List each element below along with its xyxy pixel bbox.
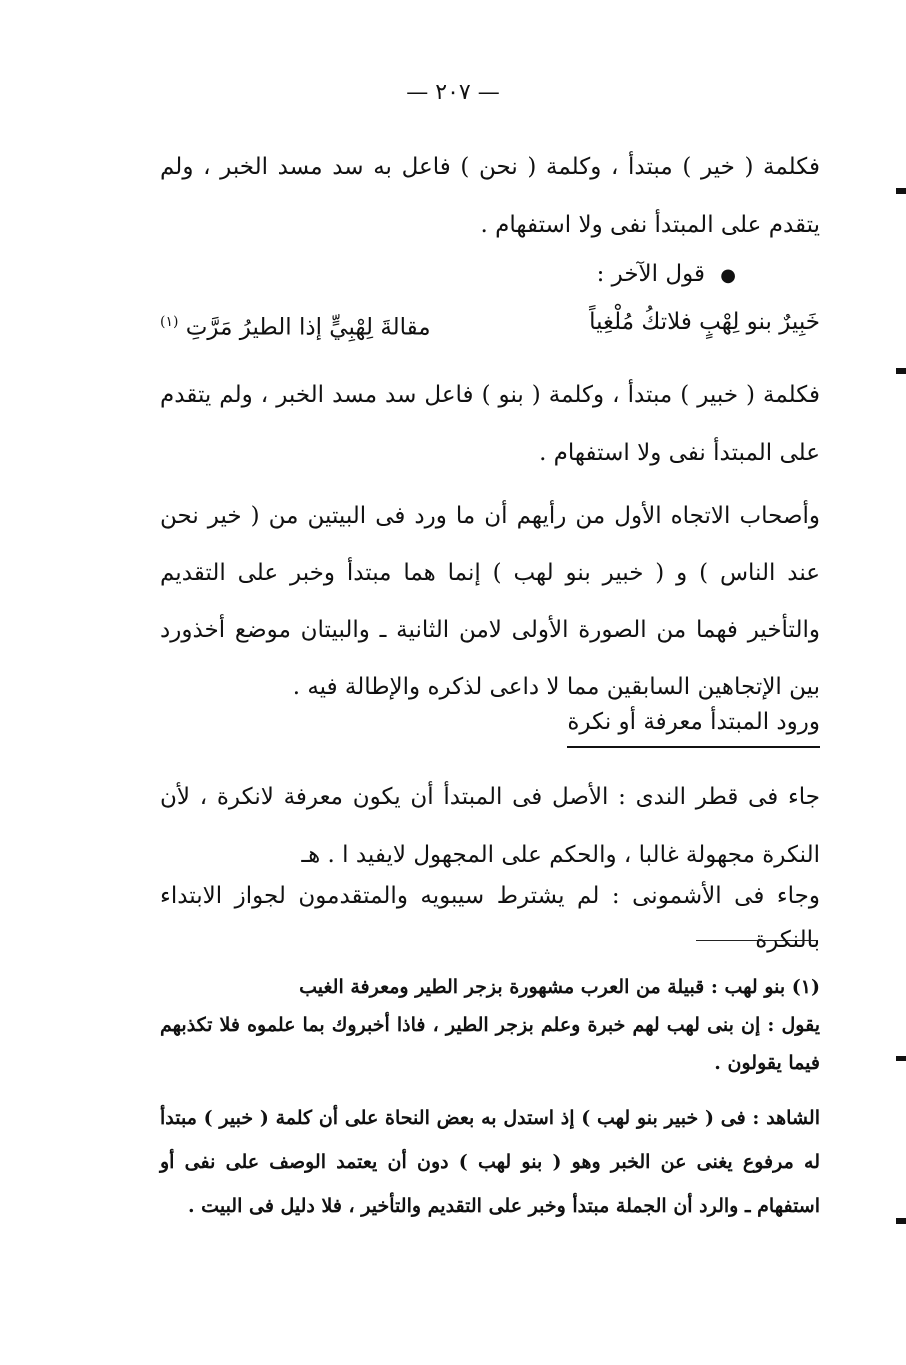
footnote-marker: (١)	[160, 314, 179, 330]
bullet-dot-icon: ●	[720, 265, 736, 286]
paragraph-text: فكلمة ( خير ) مبتدأ ، وكلمة ( نحن ) فاعل به سد مسد الخبر ، ولم يتقدم على المبتدأ نفى ولا استفهام .	[160, 154, 820, 238]
paragraph-text: فكلمة ( خبير ) مبتدأ ، وكلمة ( بنو ) فاعل سد مسد الخبر ، ولم يتقدم على المبتدأ نفى ولا استفهام .	[160, 382, 820, 466]
footnotes	[160, 968, 820, 1228]
paragraph-text: جاء فى قطر الندى : الأصل فى المبتدأ أن يكون معرفة لانكرة ، لأن النكرة مجهولة غالبا ، والحكم على المجهول لايفيد ا . هـ	[160, 784, 820, 868]
footnote-1-explanation: يقول : إن بنى لهب لهم خبرة وعلم بزجر الطير ، فاذا أخبروك بما علموه فلا تكذبهم فيما يقولون .	[160, 1014, 820, 1074]
paragraph-text: وجاء فى الأشمونى : لم يشترط سيبويه والمتقدمون لجواز الابتداء بالنكرة	[160, 883, 820, 953]
scan-edge-mark	[896, 368, 906, 374]
footnote-1: (١) بنو لهب : قبيلة من العرب مشهورة بزجر الطير ومعرفة الغيب	[299, 976, 820, 998]
scan-edge-mark	[896, 1218, 906, 1224]
footnote-evidence: الشاهد : فى ( خبير بنو لهب ) إذ استدل به بعض النحاة على أن كلمة ( خبير ) مبتدأ له مرفوع يغنى عن الخبر وهو ( بنو لهب ) دون أن يعتمد الوصف على نفى أو استفهام ـ والرد أن الجملة مبتدأ وخبر على التقديم والتأخير ، فلا دليل فى البيت .	[160, 1107, 820, 1217]
verse-first-text: خَبِيرٌ بنو لِهْبٍ فلاتكُ مُلْغِياً	[589, 309, 820, 335]
bullet-label: قول الآخر :	[596, 261, 705, 287]
bullet-line	[536, 254, 736, 296]
verse-second-hemistich	[160, 302, 431, 348]
scan-edge-mark	[896, 1056, 906, 1061]
paragraph-first-trend	[160, 488, 820, 716]
verse-first-hemistich	[589, 302, 820, 348]
footnote-separator	[696, 940, 818, 941]
paragraph-khair-nahnu	[160, 138, 820, 254]
paragraph-text: وأصحاب الاتجاه الأول من رأيهم أن ما ورد فى البيتين من ( خير نحن عند الناس ) و ( خبير بنو لهب ) إنما هما مبتدأ وخبر على التقديم والتأخير فهما من الصورة الأولى لامن الثانية ـ والبيتان موضع أخذورد بين الإتجاهين السابقين مما لا داعى لذكره والإطالة فيه .	[160, 503, 820, 700]
verse-second-text: مقالةَ لِهْبِيٍّ إذا الطيرُ مَرَّتِ	[185, 314, 431, 341]
scan-edge-mark	[896, 188, 906, 194]
paragraph-ashmuni	[160, 874, 820, 962]
section-heading: ورود المبتدأ معرفة أو نكرة	[567, 702, 820, 748]
paragraph-khabir-banu	[160, 366, 820, 482]
page-number: — ٢٠٧ —	[406, 80, 500, 105]
paragraph-qatr-alnada	[160, 768, 820, 884]
poetry-verse	[160, 302, 820, 348]
